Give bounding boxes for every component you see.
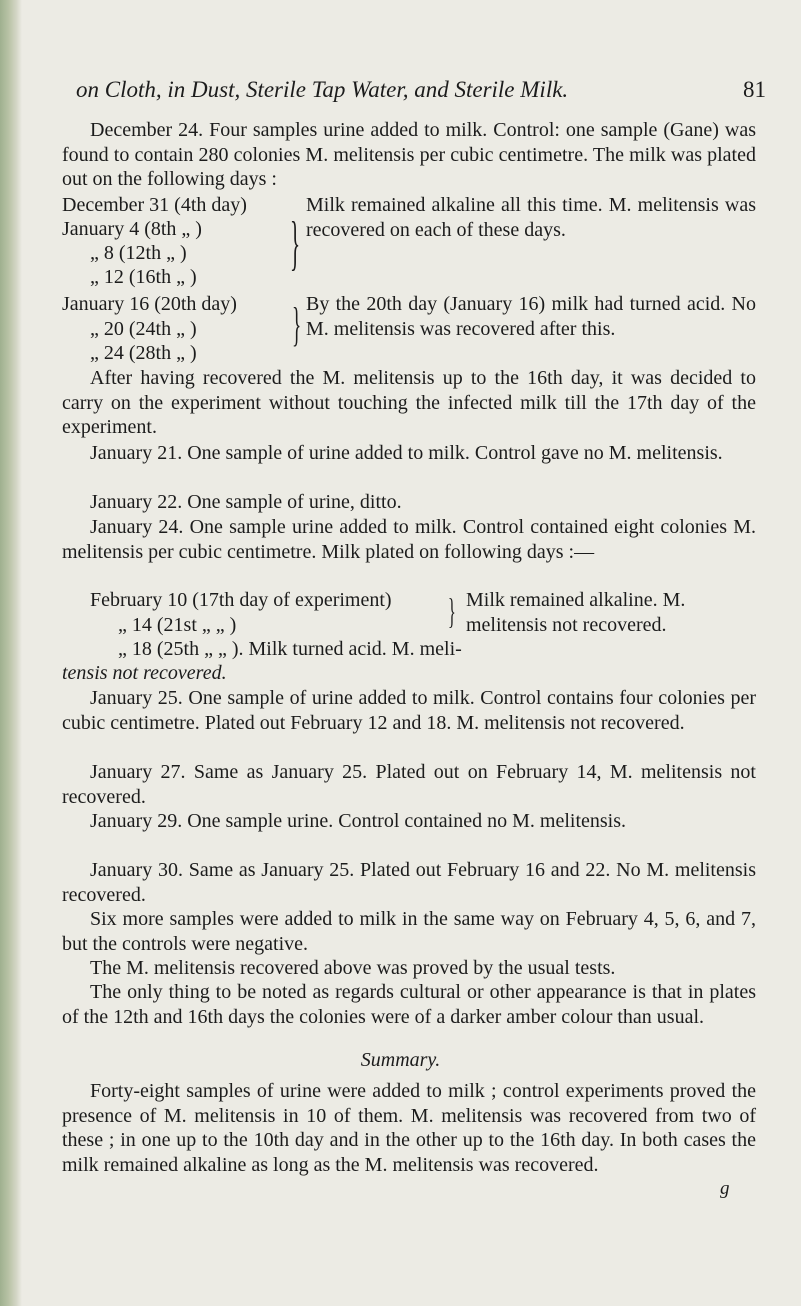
running-head (76, 77, 766, 109)
summary-paragraph: Forty-eight samples of urine were added to milk ; control experiments proved the presence of M. melitensis in 10 of them. M. melitensis was recovered from two of these ; in one up to the 10th day and in the other up to the 16th day. In both cases the milk remained alkaline as long as the M. melitensis was recovered. (62, 1080, 756, 1176)
brace-2: } (292, 298, 302, 351)
date-row: January 4 (8th „ ) (62, 218, 202, 240)
date-row: January 16 (20th day) (62, 293, 237, 315)
page-number: 81 (743, 77, 766, 102)
note-3: Milk remained alkaline. M. melitensis not recovered. (466, 589, 686, 636)
paragraph-january-25: January 25. One sample of urine added to milk. Control contains four colonies per cubic centimetre. Plated out February 12 and 18. M. melitensis not recovered. (62, 687, 756, 734)
signature-mark: g (720, 1178, 730, 1199)
note-2: By the 20th day (January 16) milk had turned acid. No M. melitensis was recovered after this. (306, 293, 756, 340)
note-1: Milk remained alkaline all this time. M. melitensis was recovered on each of these days. (306, 194, 756, 241)
brace-1: } (290, 210, 301, 276)
paragraph-january-24: January 24. One sample urine added to milk. Control contained eight colonies M. melitensis per cubic centimetre. Milk plated on following days :— (62, 516, 756, 563)
date-row: „ 8 (12th „ ) (90, 242, 187, 264)
date-list-3 (90, 588, 392, 637)
paragraph-proved-by-tests: The M. melitensis recovered above was proved by the usual tests. (90, 957, 616, 979)
continued-line: tensis not recovered. (62, 662, 227, 684)
paragraph-january-27: January 27. Same as January 25. Plated out on February 14, M. melitensis not recovered. (62, 761, 756, 808)
date-list-2 (62, 292, 237, 366)
paragraph-only-thing-noted: The only thing to be noted as regards cultural or other appearance is that in plates of the 12th and 16th days the colonies were of a darker amber colour than usual. (62, 981, 756, 1028)
brace-3: } (448, 591, 456, 631)
date-row: „ 24 (28th „ ) (90, 342, 197, 364)
date-row: „ 18 (25th „ „ ). Milk turned acid. M. meli- (118, 638, 462, 660)
paragraph-january-22: January 22. One sample of urine, ditto. (90, 491, 402, 513)
date-row: December 31 (4th day) (62, 194, 247, 216)
summary-heading: Summary. (360, 1049, 441, 1071)
paragraph-january-21: January 21. One sample of urine added to milk. Control gave no M. melitensis. (90, 442, 723, 464)
paragraph-after-16th-day: After having recovered the M. melitensis up to the 16th day, it was decided to carry on the experiment without touching the infected milk till the 17th day of the experiment. (62, 367, 756, 438)
paragraph-january-29: January 29. One sample urine. Control contained no M. melitensis. (90, 810, 627, 832)
paragraph-six-more-samples: Six more samples were added to milk in the same way on February 4, 5, 6, and 7, but the controls were negative. (62, 908, 756, 955)
paragraph-december-24: December 24. Four samples urine added to milk. Control: one sample (Gane) was found to contain 280 colonies M. melitensis per cubic centimetre. The milk was plated out on the following days : (62, 119, 756, 190)
book-spine-shadow (0, 0, 22, 1306)
paragraph-january-30: January 30. Same as January 25. Plated out February 16 and 22. No M. melitensis recovered. (62, 859, 756, 906)
date-row: „ 20 (24th „ ) (90, 317, 197, 340)
date-row: „ 12 (16th „ ) (90, 266, 197, 288)
date-list-1 (62, 193, 247, 289)
date-row: February 10 (17th day of experiment) (90, 589, 392, 611)
date-row: „ 14 (21st „ „ ) (118, 613, 237, 636)
running-title: on Cloth, in Dust, Sterile Tap Water, and Sterile Milk. (76, 77, 569, 102)
